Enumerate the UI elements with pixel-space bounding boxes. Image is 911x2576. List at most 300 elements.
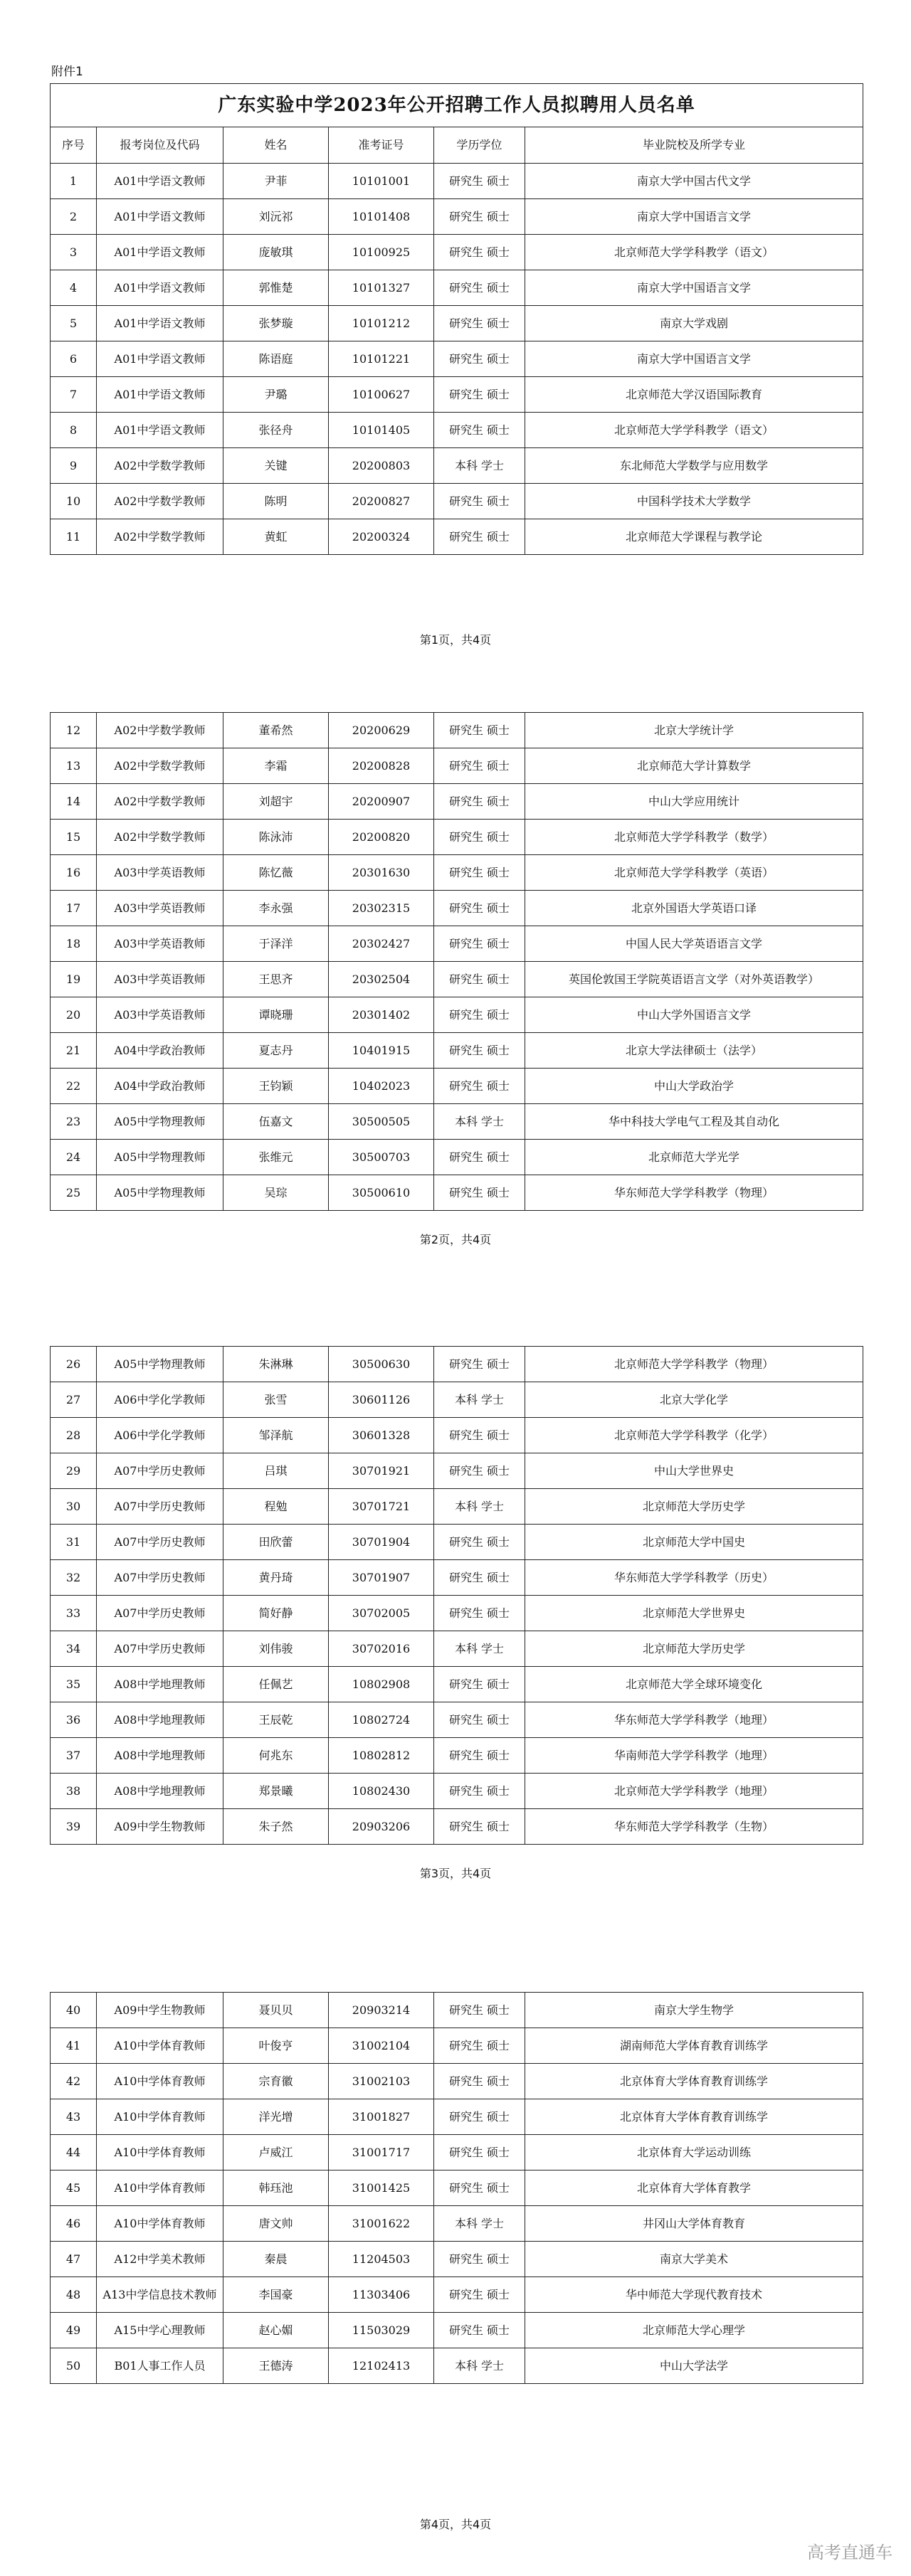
cell-degree: 研究生 硕士: [434, 855, 525, 891]
cell-exam-number: 20200324: [329, 519, 434, 555]
cell-index: 26: [51, 1347, 97, 1382]
cell-name: 董希然: [223, 713, 329, 748]
cell-exam-number: 31002103: [329, 2064, 434, 2099]
cell-name: 张雪: [223, 1382, 329, 1418]
cell-exam-number: 10802812: [329, 1738, 434, 1774]
cell-exam-number: 30701907: [329, 1560, 434, 1596]
cell-name: 谭晓珊: [223, 997, 329, 1033]
cell-position: A10中学体育教师: [97, 2170, 223, 2206]
cell-exam-number: 30701721: [329, 1489, 434, 1525]
cell-name: 关键: [223, 448, 329, 484]
cell-degree: 研究生 硕士: [434, 1418, 525, 1453]
cell-name: 张梦璇: [223, 306, 329, 341]
cell-index: 39: [51, 1809, 97, 1845]
cell-position: A05中学物理教师: [97, 1140, 223, 1175]
page-footer: 第4页，共4页: [419, 2518, 492, 2531]
cell-name: 黄虹: [223, 519, 329, 555]
cell-school-major: 北京师范大学心理学: [525, 2313, 863, 2348]
cell-school-major: 华东师范大学学科教学（历史）: [525, 1560, 863, 1596]
cell-index: 31: [51, 1525, 97, 1560]
table-row: [51, 1175, 863, 1211]
cell-name: 陈明: [223, 484, 329, 519]
cell-position: A01中学语文教师: [97, 199, 223, 235]
cell-position: A02中学数学教师: [97, 748, 223, 784]
cell-exam-number: 30702016: [329, 1631, 434, 1667]
table-row: [51, 2206, 863, 2242]
cell-exam-number: 30701904: [329, 1525, 434, 1560]
cell-degree: 研究生 硕士: [434, 164, 525, 199]
watermark: 高考直通车: [807, 2543, 892, 2562]
table-page-2: [50, 712, 863, 1211]
cell-name: 宗育徽: [223, 2064, 329, 2099]
table-row: [51, 1560, 863, 1596]
cell-position: A09中学生物教师: [97, 1809, 223, 1845]
cell-index: 40: [51, 1993, 97, 2028]
cell-degree: 研究生 硕士: [434, 1175, 525, 1211]
cell-exam-number: 31001717: [329, 2135, 434, 2170]
cell-position: A01中学语文教师: [97, 306, 223, 341]
cell-name: 夏志丹: [223, 1033, 329, 1069]
cell-name: 程勉: [223, 1489, 329, 1525]
table-row: [51, 341, 863, 377]
table-row: [51, 1631, 863, 1667]
cell-index: 25: [51, 1175, 97, 1211]
table-row: [51, 962, 863, 997]
cell-position: B01人事工作人员: [97, 2348, 223, 2384]
cell-degree: 研究生 硕士: [434, 784, 525, 820]
cell-school-major: 北京师范大学学科教学（化学）: [525, 1418, 863, 1453]
cell-exam-number: 31001827: [329, 2099, 434, 2135]
table-row: [51, 306, 863, 341]
cell-school-major: 南京大学戏剧: [525, 306, 863, 341]
header-cell-name: 姓名: [223, 127, 329, 164]
cell-index: 1: [51, 164, 97, 199]
cell-school-major: 中山大学法学: [525, 2348, 863, 2384]
cell-degree: 研究生 硕士: [434, 962, 525, 997]
cell-position: A09中学生物教师: [97, 1993, 223, 2028]
cell-degree: 研究生 硕士: [434, 484, 525, 519]
cell-name: 吕琪: [223, 1453, 329, 1489]
cell-school-major: 湖南师范大学体育教育训练学: [525, 2028, 863, 2064]
cell-index: 43: [51, 2099, 97, 2135]
cell-exam-number: 20200907: [329, 784, 434, 820]
cell-name: 邹泽航: [223, 1418, 329, 1453]
cell-exam-number: 30500630: [329, 1347, 434, 1382]
cell-index: 46: [51, 2206, 97, 2242]
cell-school-major: 中国科学技术大学数学: [525, 484, 863, 519]
cell-position: A03中学英语教师: [97, 926, 223, 962]
cell-index: 32: [51, 1560, 97, 1596]
cell-school-major: 北京师范大学学科教学（物理）: [525, 1347, 863, 1382]
cell-name: 朱子然: [223, 1809, 329, 1845]
table-row: [51, 2028, 863, 2064]
cell-degree: 研究生 硕士: [434, 1347, 525, 1382]
table-row: [51, 1525, 863, 1560]
cell-exam-number: 10802724: [329, 1702, 434, 1738]
cell-degree: 本科 学士: [434, 448, 525, 484]
cell-exam-number: 30500610: [329, 1175, 434, 1211]
cell-degree: 研究生 硕士: [434, 270, 525, 306]
header-row: [51, 127, 863, 164]
cell-school-major: 北京大学法律硕士（法学）: [525, 1033, 863, 1069]
cell-school-major: 北京体育大学运动训练: [525, 2135, 863, 2170]
cell-exam-number: 20903206: [329, 1809, 434, 1845]
cell-name: 何兆东: [223, 1738, 329, 1774]
cell-position: A01中学语文教师: [97, 341, 223, 377]
cell-degree: 研究生 硕士: [434, 2242, 525, 2277]
cell-degree: 研究生 硕士: [434, 2135, 525, 2170]
cell-position: A08中学地理教师: [97, 1667, 223, 1702]
cell-position: A05中学物理教师: [97, 1104, 223, 1140]
cell-index: 3: [51, 235, 97, 270]
cell-name: 朱淋琳: [223, 1347, 329, 1382]
cell-name: 王辰乾: [223, 1702, 329, 1738]
cell-name: 叶俊亨: [223, 2028, 329, 2064]
cell-exam-number: 31001622: [329, 2206, 434, 2242]
cell-school-major: 北京师范大学中国史: [525, 1525, 863, 1560]
cell-degree: 研究生 硕士: [434, 926, 525, 962]
cell-position: A07中学历史教师: [97, 1560, 223, 1596]
cell-index: 13: [51, 748, 97, 784]
cell-school-major: 井冈山大学体育教育: [525, 2206, 863, 2242]
cell-name: 洋光增: [223, 2099, 329, 2135]
cell-name: 刘超宇: [223, 784, 329, 820]
table-row: [51, 164, 863, 199]
cell-name: 陈忆薇: [223, 855, 329, 891]
cell-degree: 研究生 硕士: [434, 997, 525, 1033]
table-row: [51, 1774, 863, 1809]
table-row: [51, 855, 863, 891]
cell-degree: 本科 学士: [434, 1104, 525, 1140]
cell-index: 41: [51, 2028, 97, 2064]
cell-position: A02中学数学教师: [97, 484, 223, 519]
cell-name: 吴琮: [223, 1175, 329, 1211]
cell-name: 张维元: [223, 1140, 329, 1175]
cell-school-major: 北京师范大学历史学: [525, 1631, 863, 1667]
cell-position: A02中学数学教师: [97, 519, 223, 555]
table-page-3: [50, 1346, 863, 1845]
table-row: [51, 1596, 863, 1631]
cell-degree: 研究生 硕士: [434, 1525, 525, 1560]
cell-index: 10: [51, 484, 97, 519]
cell-index: 19: [51, 962, 97, 997]
table-row: [51, 1453, 863, 1489]
cell-position: A03中学英语教师: [97, 997, 223, 1033]
cell-degree: 研究生 硕士: [434, 235, 525, 270]
cell-index: 24: [51, 1140, 97, 1175]
cell-position: A07中学历史教师: [97, 1453, 223, 1489]
cell-name: 李永强: [223, 891, 329, 926]
cell-index: 22: [51, 1069, 97, 1104]
cell-position: A07中学历史教师: [97, 1489, 223, 1525]
table-row: [51, 2170, 863, 2206]
cell-school-major: 英国伦敦国王学院英语语言文学（对外英语教学）: [525, 962, 863, 997]
cell-name: 王思齐: [223, 962, 329, 997]
cell-degree: 研究生 硕士: [434, 1702, 525, 1738]
cell-position: A01中学语文教师: [97, 413, 223, 448]
cell-exam-number: 20200629: [329, 713, 434, 748]
cell-position: A08中学地理教师: [97, 1774, 223, 1809]
cell-degree: 研究生 硕士: [434, 1596, 525, 1631]
cell-position: A01中学语文教师: [97, 377, 223, 413]
cell-index: 6: [51, 341, 97, 377]
cell-name: 张径舟: [223, 413, 329, 448]
cell-index: 44: [51, 2135, 97, 2170]
cell-exam-number: 11303406: [329, 2277, 434, 2313]
cell-school-major: 东北师范大学数学与应用数学: [525, 448, 863, 484]
cell-exam-number: 31002104: [329, 2028, 434, 2064]
table-row: [51, 448, 863, 484]
cell-exam-number: 20903214: [329, 1993, 434, 2028]
cell-school-major: 北京师范大学课程与教学论: [525, 519, 863, 555]
cell-school-major: 北京师范大学学科教学（语文）: [525, 235, 863, 270]
cell-degree: 本科 学士: [434, 2206, 525, 2242]
table-row: [51, 1993, 863, 2028]
cell-position: A03中学英语教师: [97, 855, 223, 891]
cell-exam-number: 20200827: [329, 484, 434, 519]
cell-exam-number: 12102413: [329, 2348, 434, 2384]
cell-degree: 研究生 硕士: [434, 306, 525, 341]
table-row: [51, 1489, 863, 1525]
cell-position: A02中学数学教师: [97, 448, 223, 484]
cell-school-major: 北京大学化学: [525, 1382, 863, 1418]
cell-degree: 研究生 硕士: [434, 820, 525, 855]
cell-school-major: 华东师范大学学科教学（生物）: [525, 1809, 863, 1845]
cell-name: 任佩艺: [223, 1667, 329, 1702]
cell-index: 18: [51, 926, 97, 962]
cell-position: A10中学体育教师: [97, 2099, 223, 2135]
cell-name: 刘沅祁: [223, 199, 329, 235]
cell-exam-number: 10101405: [329, 413, 434, 448]
cell-school-major: 北京师范大学历史学: [525, 1489, 863, 1525]
cell-index: 16: [51, 855, 97, 891]
table-row: [51, 1140, 863, 1175]
cell-degree: 研究生 硕士: [434, 2028, 525, 2064]
cell-name: 王钧颖: [223, 1069, 329, 1104]
cell-position: A03中学英语教师: [97, 891, 223, 926]
cell-degree: 研究生 硕士: [434, 341, 525, 377]
cell-position: A08中学地理教师: [97, 1702, 223, 1738]
roster-table: [50, 712, 863, 1211]
cell-position: A02中学数学教师: [97, 820, 223, 855]
cell-degree: 本科 学士: [434, 1631, 525, 1667]
cell-exam-number: 20302315: [329, 891, 434, 926]
cell-school-major: 北京师范大学学科教学（地理）: [525, 1774, 863, 1809]
cell-school-major: 北京外国语大学英语口译: [525, 891, 863, 926]
cell-position: A10中学体育教师: [97, 2206, 223, 2242]
cell-index: 27: [51, 1382, 97, 1418]
cell-name: 陈泳沛: [223, 820, 329, 855]
cell-degree: 研究生 硕士: [434, 1993, 525, 2028]
cell-index: 50: [51, 2348, 97, 2384]
cell-position: A02中学数学教师: [97, 784, 223, 820]
cell-index: 45: [51, 2170, 97, 2206]
cell-position: A01中学语文教师: [97, 270, 223, 306]
cell-name: 卢威江: [223, 2135, 329, 2170]
cell-name: 李国豪: [223, 2277, 329, 2313]
cell-position: A07中学历史教师: [97, 1631, 223, 1667]
cell-school-major: 中山大学应用统计: [525, 784, 863, 820]
cell-name: 聂贝贝: [223, 1993, 329, 2028]
cell-school-major: 中山大学世界史: [525, 1453, 863, 1489]
cell-degree: 本科 学士: [434, 1489, 525, 1525]
cell-degree: 研究生 硕士: [434, 2064, 525, 2099]
header-cell-degree: 学历学位: [434, 127, 525, 164]
cell-exam-number: 20301630: [329, 855, 434, 891]
cell-degree: 研究生 硕士: [434, 1809, 525, 1845]
cell-school-major: 北京师范大学世界史: [525, 1596, 863, 1631]
cell-exam-number: 20302504: [329, 962, 434, 997]
cell-position: A07中学历史教师: [97, 1525, 223, 1560]
table-row: [51, 891, 863, 926]
cell-position: A01中学语文教师: [97, 235, 223, 270]
cell-index: 15: [51, 820, 97, 855]
table-row: [51, 1104, 863, 1140]
cell-degree: 研究生 硕士: [434, 713, 525, 748]
table-row: [51, 199, 863, 235]
page-footer: 第3页，共4页: [419, 1867, 492, 1880]
cell-position: A03中学英语教师: [97, 962, 223, 997]
cell-index: 17: [51, 891, 97, 926]
cell-name: 李霜: [223, 748, 329, 784]
cell-index: 36: [51, 1702, 97, 1738]
table-row: [51, 377, 863, 413]
cell-name: 郑景曦: [223, 1774, 329, 1809]
table-row: [51, 1667, 863, 1702]
table-row: [51, 1347, 863, 1382]
cell-name: 赵心媚: [223, 2313, 329, 2348]
cell-school-major: 南京大学中国古代文学: [525, 164, 863, 199]
cell-index: 49: [51, 2313, 97, 2348]
cell-school-major: 华东师范大学学科教学（地理）: [525, 1702, 863, 1738]
cell-exam-number: 10101001: [329, 164, 434, 199]
cell-degree: 研究生 硕士: [434, 1069, 525, 1104]
attachment-label: 附件1: [51, 65, 83, 79]
cell-index: 9: [51, 448, 97, 484]
cell-name: 唐文帅: [223, 2206, 329, 2242]
cell-degree: 研究生 硕士: [434, 1738, 525, 1774]
cell-index: 37: [51, 1738, 97, 1774]
cell-exam-number: 20301402: [329, 997, 434, 1033]
table-row: [51, 519, 863, 555]
cell-name: 于泽洋: [223, 926, 329, 962]
cell-name: 庞敏琪: [223, 235, 329, 270]
cell-name: 刘伟骏: [223, 1631, 329, 1667]
cell-index: 29: [51, 1453, 97, 1489]
cell-school-major: 中山大学政治学: [525, 1069, 863, 1104]
cell-exam-number: 10401915: [329, 1033, 434, 1069]
cell-degree: 研究生 硕士: [434, 1667, 525, 1702]
header-cell-school-major: 毕业院校及所学专业: [525, 127, 863, 164]
table-row: [51, 2313, 863, 2348]
cell-exam-number: 20200803: [329, 448, 434, 484]
cell-exam-number: 31001425: [329, 2170, 434, 2206]
table-row: [51, 235, 863, 270]
table-row: [51, 748, 863, 784]
cell-school-major: 北京体育大学体育教育训练学: [525, 2099, 863, 2135]
table-row: [51, 413, 863, 448]
cell-exam-number: 30601126: [329, 1382, 434, 1418]
cell-name: 王德涛: [223, 2348, 329, 2384]
cell-school-major: 南京大学中国语言文学: [525, 199, 863, 235]
cell-index: 33: [51, 1596, 97, 1631]
cell-index: 35: [51, 1667, 97, 1702]
cell-position: A15中学心理教师: [97, 2313, 223, 2348]
cell-degree: 研究生 硕士: [434, 1140, 525, 1175]
cell-position: A06中学化学教师: [97, 1382, 223, 1418]
document-title: 广东实验中学2023年公开招聘工作人员拟聘用人员名单: [51, 84, 863, 127]
cell-position: A08中学地理教师: [97, 1738, 223, 1774]
cell-name: 黄丹琦: [223, 1560, 329, 1596]
cell-exam-number: 20200820: [329, 820, 434, 855]
cell-degree: 研究生 硕士: [434, 2170, 525, 2206]
cell-exam-number: 20200828: [329, 748, 434, 784]
cell-exam-number: 10100925: [329, 235, 434, 270]
cell-school-major: 北京师范大学学科教学（数学）: [525, 820, 863, 855]
cell-exam-number: 10101327: [329, 270, 434, 306]
cell-name: 秦晨: [223, 2242, 329, 2277]
cell-school-major: 北京师范大学汉语国际教育: [525, 377, 863, 413]
cell-degree: 研究生 硕士: [434, 2099, 525, 2135]
cell-exam-number: 11204503: [329, 2242, 434, 2277]
cell-school-major: 华南师范大学学科教学（地理）: [525, 1738, 863, 1774]
cell-school-major: 南京大学中国语言文学: [525, 270, 863, 306]
table-row: [51, 2064, 863, 2099]
table-row: [51, 2099, 863, 2135]
cell-index: 38: [51, 1774, 97, 1809]
cell-index: 30: [51, 1489, 97, 1525]
cell-index: 14: [51, 784, 97, 820]
table-row: [51, 1033, 863, 1069]
cell-school-major: 北京体育大学体育教学: [525, 2170, 863, 2206]
cell-index: 42: [51, 2064, 97, 2099]
cell-school-major: 北京体育大学体育教育训练学: [525, 2064, 863, 2099]
cell-position: A04中学政治教师: [97, 1069, 223, 1104]
cell-school-major: 北京师范大学计算数学: [525, 748, 863, 784]
table-row: [51, 1069, 863, 1104]
cell-name: 尹菲: [223, 164, 329, 199]
cell-name: 简好静: [223, 1596, 329, 1631]
cell-degree: 研究生 硕士: [434, 2313, 525, 2348]
cell-exam-number: 10100627: [329, 377, 434, 413]
cell-school-major: 北京师范大学学科教学（英语）: [525, 855, 863, 891]
cell-position: A01中学语文教师: [97, 164, 223, 199]
table-page-1: [50, 83, 863, 555]
cell-position: A05中学物理教师: [97, 1175, 223, 1211]
cell-school-major: 北京师范大学全球环境变化: [525, 1667, 863, 1702]
cell-name: 郭惟楚: [223, 270, 329, 306]
cell-position: A10中学体育教师: [97, 2028, 223, 2064]
cell-index: 47: [51, 2242, 97, 2277]
cell-name: 田欣蕾: [223, 1525, 329, 1560]
cell-position: A05中学物理教师: [97, 1347, 223, 1382]
cell-school-major: 华东师范大学学科教学（物理）: [525, 1175, 863, 1211]
title-row: [51, 84, 863, 127]
cell-exam-number: 20302427: [329, 926, 434, 962]
cell-school-major: 南京大学生物学: [525, 1993, 863, 2028]
cell-school-major: 南京大学美术: [525, 2242, 863, 2277]
cell-position: A02中学数学教师: [97, 713, 223, 748]
cell-position: A06中学化学教师: [97, 1418, 223, 1453]
cell-name: 陈语庭: [223, 341, 329, 377]
cell-school-major: 北京师范大学光学: [525, 1140, 863, 1175]
cell-position: A07中学历史教师: [97, 1596, 223, 1631]
cell-degree: 研究生 硕士: [434, 1560, 525, 1596]
table-page-4: [50, 1992, 863, 2384]
cell-position: A12中学美术教师: [97, 2242, 223, 2277]
table-row: [51, 270, 863, 306]
cell-degree: 本科 学士: [434, 1382, 525, 1418]
